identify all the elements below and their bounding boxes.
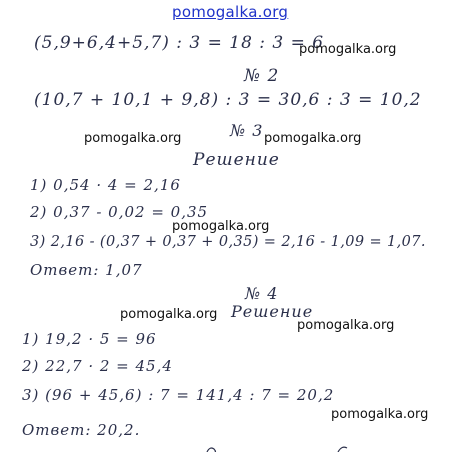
task2-number: № 2: [244, 66, 280, 86]
site-watermark: pomogalka.org: [331, 407, 429, 422]
task4-solution-heading: Решение: [231, 302, 314, 321]
site-watermark-top[interactable]: pomogalka.org: [172, 3, 289, 21]
task3-number: № 3: [230, 121, 264, 140]
cropped-handwriting-fragment: [0, 440, 460, 452]
task4-answer: Ответ: 20,2.: [22, 421, 141, 439]
site-watermark: pomogalka.org: [172, 219, 270, 234]
task2-equation: (10,7 + 10,1 + 9,8) : 3 = 30,6 : 3 = 10,2: [34, 90, 422, 110]
task3-solution-heading: Решение: [193, 150, 280, 170]
task3-step-1: 1) 0,54 · 4 = 2,16: [30, 176, 181, 194]
site-watermark: pomogalka.org: [264, 131, 362, 146]
site-watermark: pomogalka.org: [84, 131, 182, 146]
task4-step-2: 2) 22,7 · 2 = 45,4: [22, 357, 173, 375]
site-watermark: pomogalka.org: [299, 42, 397, 57]
task3-step-3: 3) 2,16 - (0,37 + 0,37 + 0,35) = 2,16 - 1,09 = 1,07.: [30, 234, 426, 250]
task4-number: № 4: [245, 284, 279, 303]
task4-step-3: 3) (96 + 45,6) : 7 = 141,4 : 7 = 20,2: [22, 386, 335, 404]
site-watermark: pomogalka.org: [297, 318, 395, 333]
task3-step-2: 2) 0,37 - 0,02 = 0,35: [30, 203, 209, 221]
task4-step-1: 1) 19,2 · 5 = 96: [22, 330, 157, 348]
task1-equation: (5,9+6,4+5,7) : 3 = 18 : 3 = 6: [34, 33, 325, 53]
site-watermark: pomogalka.org: [120, 307, 218, 322]
task3-answer: Ответ: 1,07: [30, 261, 143, 279]
